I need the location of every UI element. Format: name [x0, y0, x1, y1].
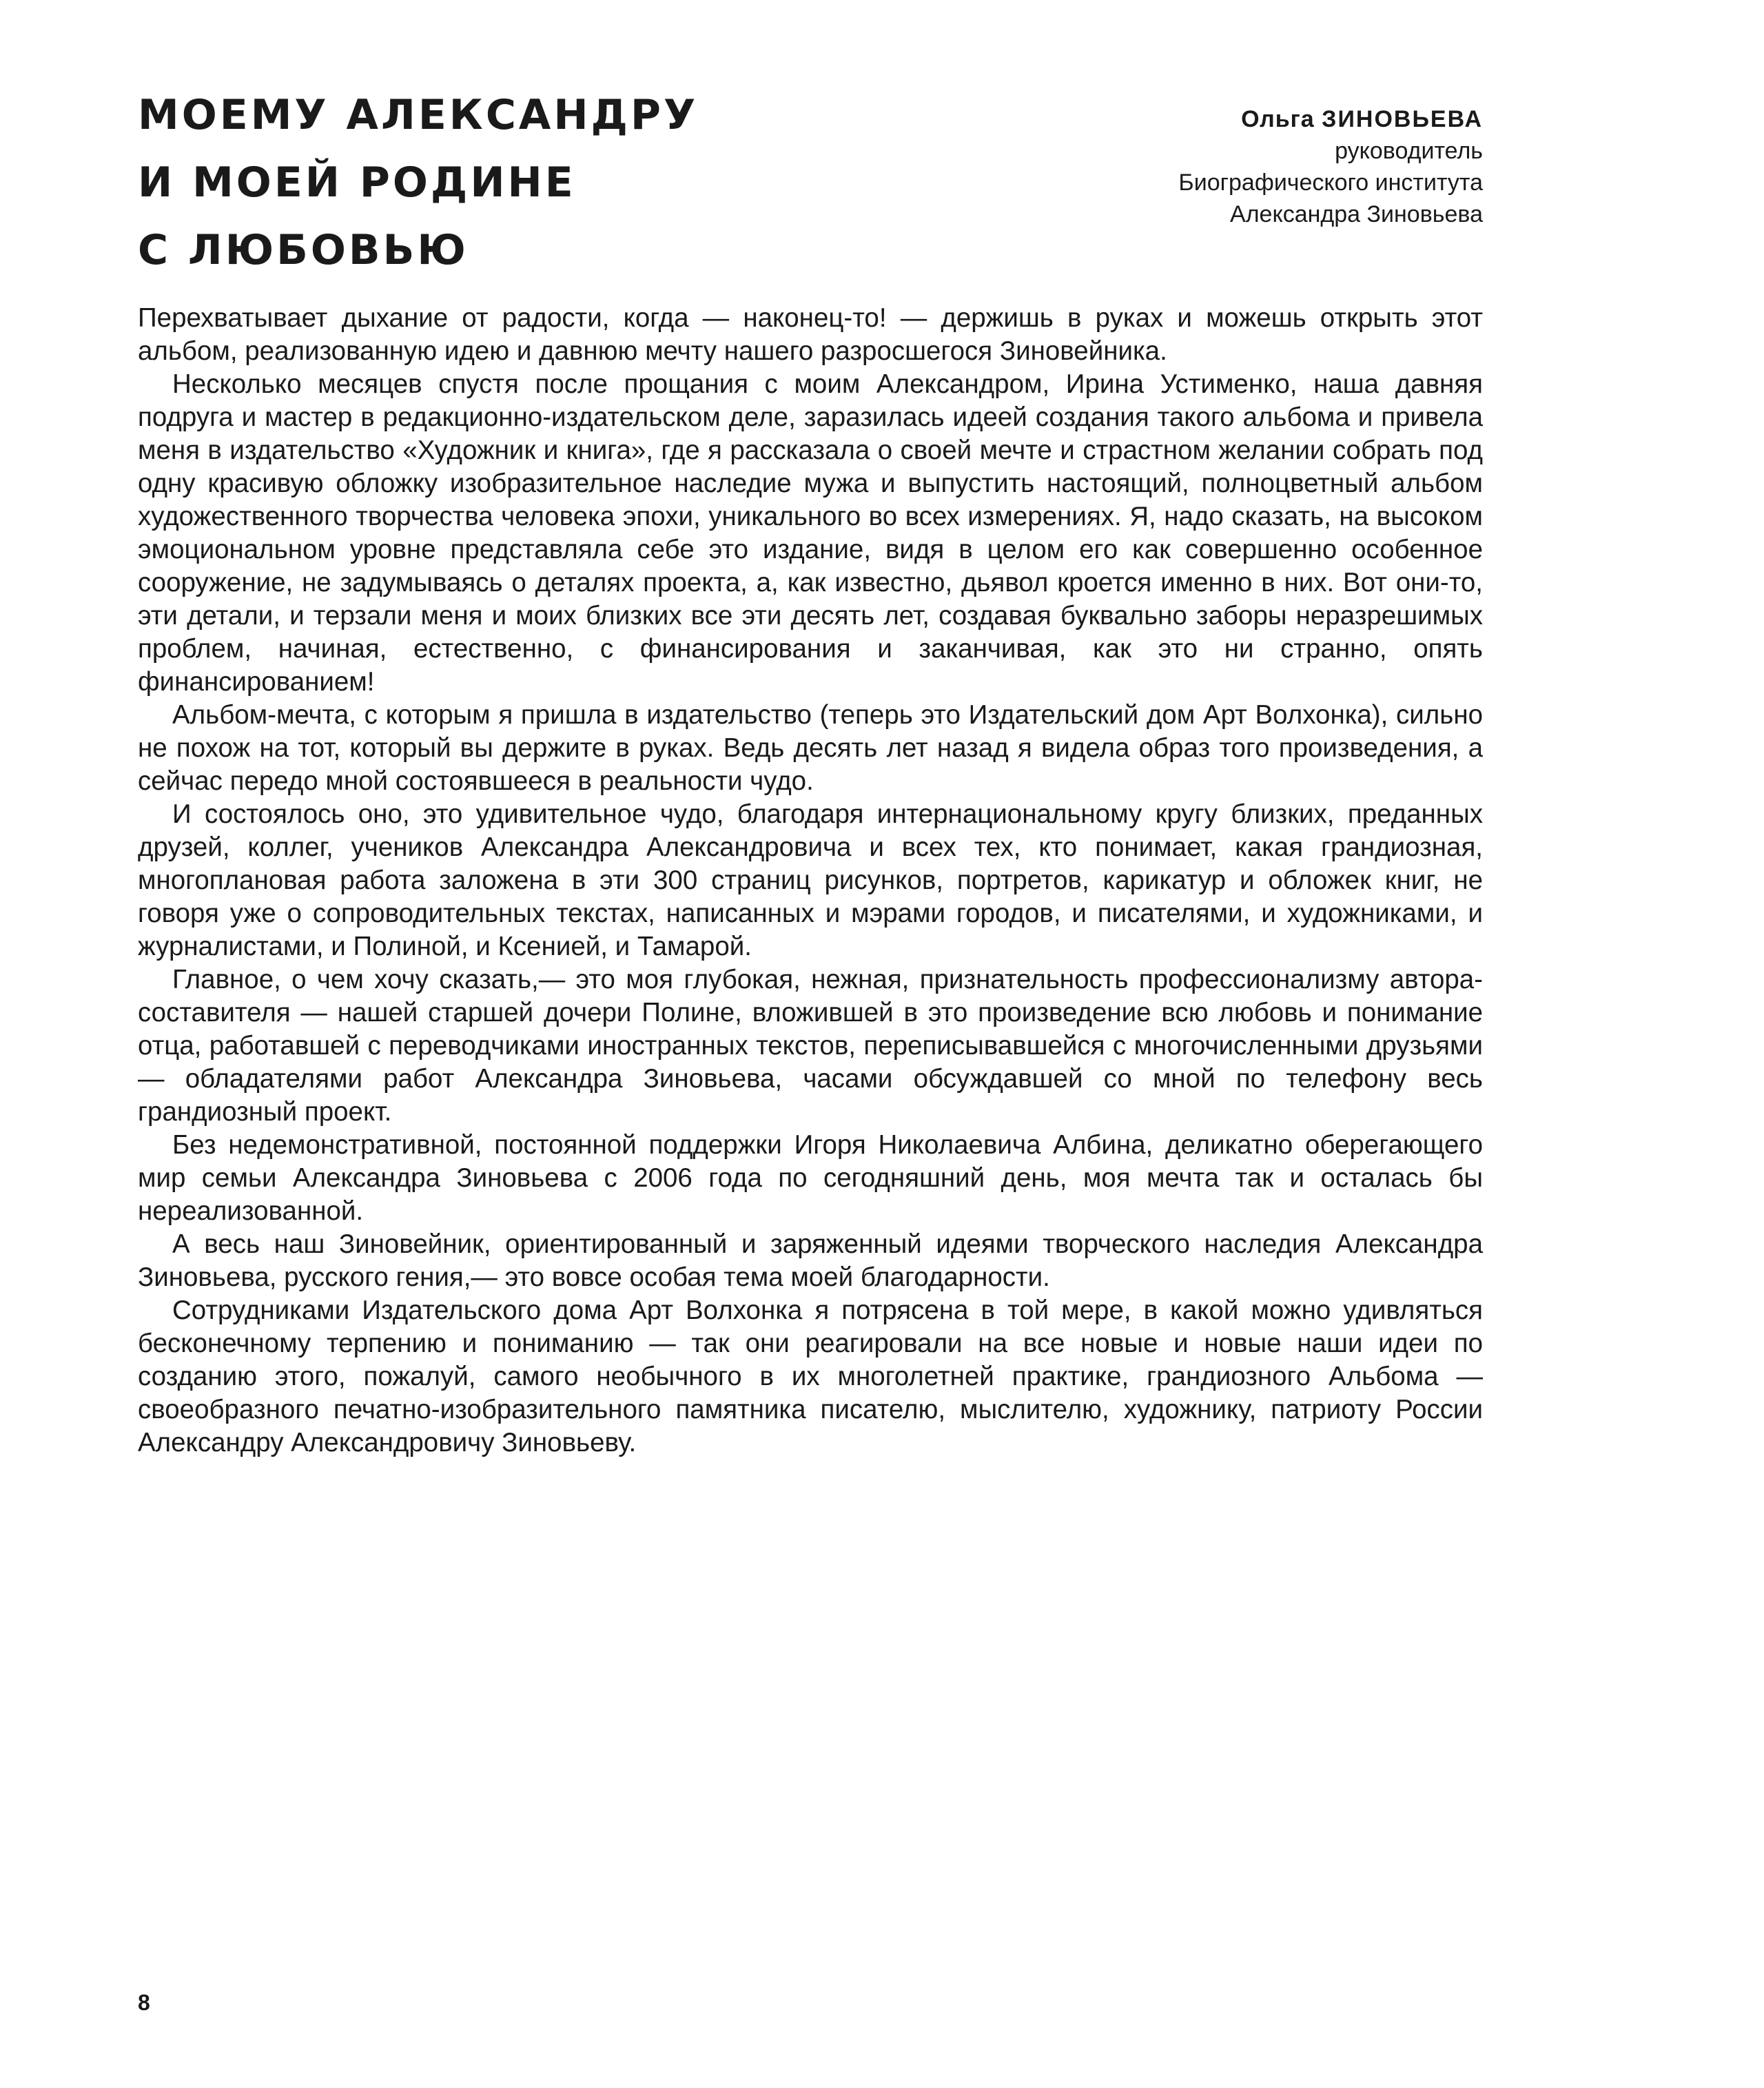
author-role-line-2: Биографического института [1178, 170, 1483, 196]
paragraph: Несколько месяцев спустя после прощания с моим Александром, Ирина Устименко, наша давняя подруга и мастер в редакционно-издательском деле, заразилась идеей создания такого альбома и привела меня в издательство «Художник и книга», где я рассказала о своей мечте и страстном желании собрать под одну красивую обложку изобразительное наследие мужа и выпустить настоящий, полноцветный альбом художественного творчества человека эпохи, уникального во всех измерениях. Я, надо сказать, на высоком эмоциональном уровне представляла себе это издание, видя в целом его как совершенно особенное сооружение, не задумываясь о деталях проекта, а, как известно, дьявол кроется именно в них. Вот они-то, эти детали, и терзали меня и моих близких все эти десять лет, создавая буквально заборы неразрешимых проблем, начиная, естественно, с финансирования и заканчивая, как это ни странно, опять финансированием! [138, 369, 1483, 697]
author-name [863, 103, 1483, 135]
title-line-1: МОЕМУ АЛЕКСАНДРУ [138, 91, 699, 139]
paragraph: Альбом-мечта, с которым я пришла в издательство (теперь это Издательский дом Арт Волхонка), сильно не похож на тот, который вы держите в руках. Ведь десять лет назад я видела образ того произведения, а сейчас передо мной состоявшееся в реальности чудо. [138, 700, 1483, 796]
author-byline [863, 103, 1483, 230]
page-number: 8 [138, 1990, 150, 2015]
author-role-line-3: Александра Зиновьева [1230, 201, 1483, 227]
title-line-2: И МОЕЙ РОДИНЕ [138, 158, 576, 207]
author-first-name: Ольга [1241, 106, 1315, 132]
paragraph: Без недемонстративной, постоянной поддержки Игоря Николаевича Албина, деликатно оберегающего мир семьи Александра Зиновьева с 2006 года по сегодняшний день, моя мечта так и осталась бы нереализованной. [138, 1130, 1483, 1226]
paragraph: Сотрудниками Издательского дома Арт Волхонка я потрясена в той мере, в какой можно удивляться бесконечному терпению и пониманию — так они реагировали на все новые и новые наши идеи по созданию этого, пожалуй, самого необычного в их многолетней практике, грандиозного Альбома — своеобразного печатно-изобразительного памятника писателю, мыслителю, художнику, патриоту России Александру Александровичу Зиновьеву. [138, 1296, 1483, 1457]
paragraph: И состоялось оно, это удивительное чудо, благодаря интернациональному кругу близких, преданных друзей, коллег, учеников Александра Александровича и всех тех, кто понимает, какая грандиозная, многоплановая работа заложена в эти 300 страниц рисунков, портретов, карикатур и обложек книг, не говоря уже о сопроводительных текстах, написанных и мэрами городов, и писателями, и художниками, и журналистами, и Полиной, и Ксенией, и Тамарой. [138, 799, 1483, 961]
author-last-name: ЗИНОВЬЕВА [1322, 106, 1483, 132]
article-body [138, 302, 1483, 1460]
author-role-line-1: руководитель [1335, 138, 1483, 164]
title-line-3: С ЛЮБОВЬЮ [138, 226, 469, 274]
paragraph: Главное, о чем хочу сказать,— это моя глубокая, нежная, признательность профессионализму автора-составителя — нашей старшей дочери Полине, вложившей в это произведение всю любовь и понимание отца, работавшей с переводчиками иностранных текстов, переписывавшейся с многочисленными друзьями — обладателями работ Александра Зиновьева, часами обсуждавшей со мной по телефону весь грандиозный проект. [138, 965, 1483, 1127]
paragraph: А весь наш Зиновейник, ориентированный и заряженный идеями творческого наследия Александра Зиновьева, русского гения,— это вовсе особая тема моей благодарности. [138, 1229, 1483, 1292]
paragraph: Перехватывает дыхание от радости, когда — наконец-то! — держишь в руках и можешь открыть этот альбом, реализованную идею и давнюю мечту нашего разросшегося Зиновейника. [138, 303, 1483, 366]
